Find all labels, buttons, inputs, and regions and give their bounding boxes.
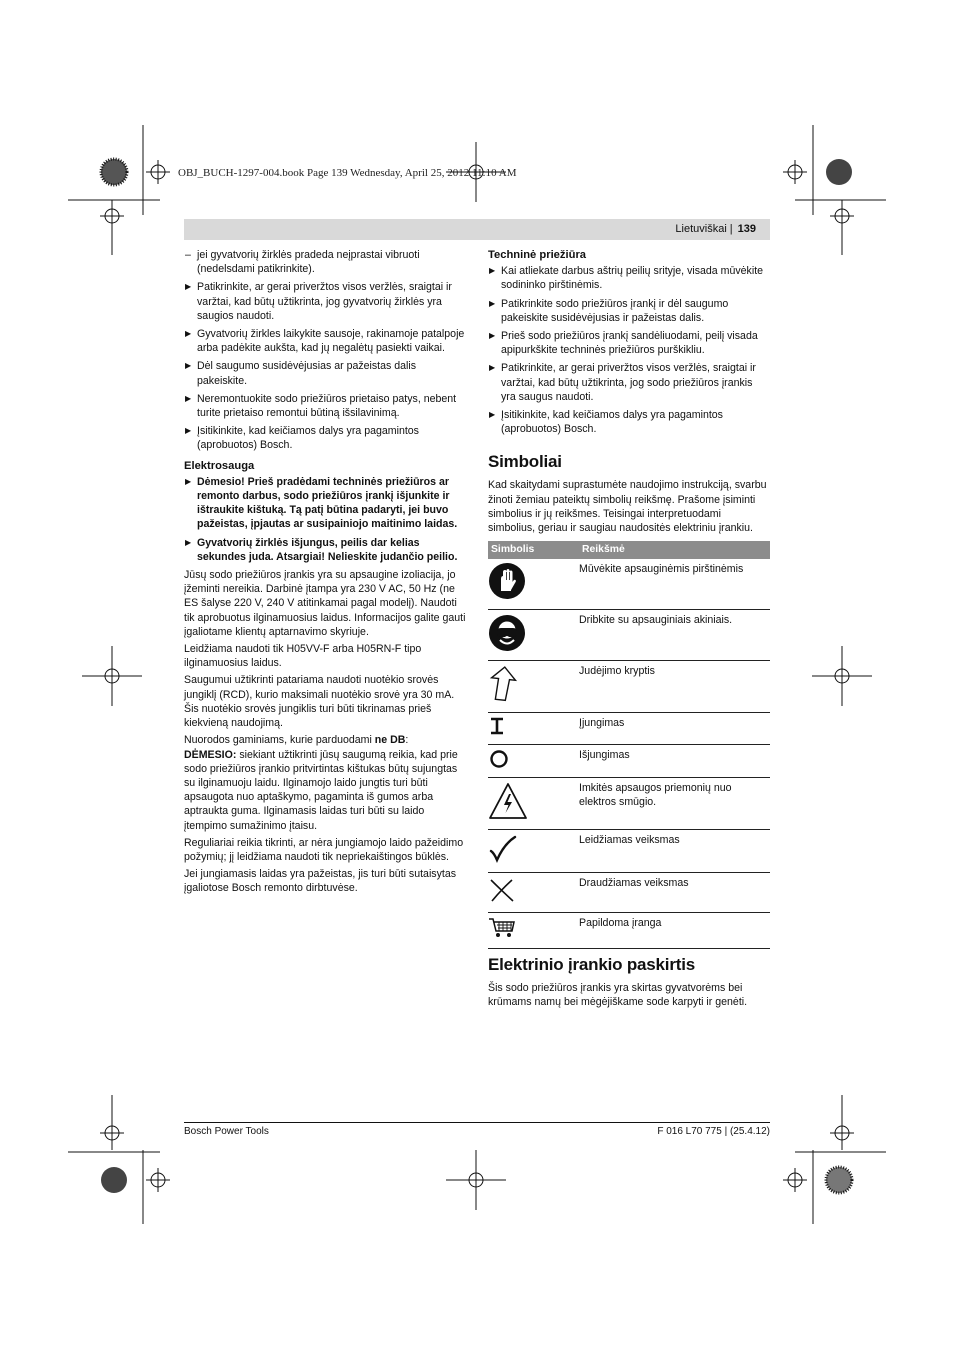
print-slug: OBJ_BUCH-1297-004.book Page 139 Wednesday, April 25, 2012 11:10 AM	[178, 167, 517, 179]
paragraph: Jūsų sodo priežiūros įrankis yra su apsaugine izoliacija, jo įžeminti nereikia. Darbinė įtampa yra 230 V AC, 50 Hz (ne ES šalyse 220 V, 240 V atitinkamai pagal modelį). Naudoti tik aprobuotus ilginamuosius laidus. Informacijos galite gauti įgaliotame klientų aptarnavimo skyriuje.	[184, 569, 466, 638]
triangle-bullet-icon: ▶	[185, 393, 192, 403]
footer-rule	[184, 1122, 770, 1123]
table-row	[488, 913, 770, 949]
triangle-bullet-icon: ▶	[489, 331, 496, 341]
triangle-bullet-icon: ▶	[489, 410, 496, 420]
paragraph: Reguliariai reikia tikrinti, ar nėra jungiamojo laido pažeidimo požymių; jį leidžiama naudoti tik nepriekaištingos būklės.	[184, 836, 464, 863]
table-row	[488, 744, 770, 778]
triangle-bullet-icon: ▶	[185, 476, 192, 486]
table-header-meaning: Reikšmė	[579, 541, 770, 559]
list-item: ▶ Kai atliekate darbus aštrių peilių srityje, visada mūvėkite sodininko pirštinėmis.	[489, 265, 764, 292]
electric-shock-warning-icon	[488, 782, 528, 820]
triangle-bullet-icon: ▶	[185, 426, 192, 436]
list-item: ▶ Gyvatvorių žirkles laikykite sausoje, rakinamoje patalpoje arba padėkite aukšta, kad jų negalėtų pasiekti vaikai.	[185, 328, 465, 355]
section-heading-technine-prieziura: Techninė priežiūra	[488, 249, 587, 261]
list-item: ▶ Patikrinkite, ar gerai priveržtos visos veržlės, sraigtai ir varžtai, kad būtų užtikrinta, jog sodo priežiūros įrankis yra saugus naudoti.	[489, 362, 756, 403]
table-header-symbol: Simbolis	[488, 541, 579, 559]
triangle-bullet-icon: ▶	[185, 282, 192, 292]
table-row	[488, 559, 770, 609]
power-on-icon	[488, 717, 508, 735]
triangle-bullet-icon: ▶	[489, 298, 496, 308]
table-row	[488, 661, 770, 713]
symbol-meaning: Papildoma įranga	[579, 913, 770, 949]
page-header-bar	[184, 219, 770, 240]
table-row	[488, 873, 770, 913]
page-number: 139	[737, 223, 756, 235]
table-row	[488, 609, 770, 661]
right-column	[488, 248, 770, 1012]
paragraph: Nuorodos gaminiams, kurie parduodami ne DB:	[184, 734, 409, 747]
symbol-meaning: Mūvėkite apsauginėmis pirštinėmis	[579, 559, 770, 609]
goggles-icon	[488, 614, 526, 652]
paragraph: Šis sodo priežiūros įrankis yra skirtas gyvatvorėms bei krūmams namų bei mėgėjiškame sode karpyti ir genėti.	[488, 981, 748, 1008]
list-item: ▶ Gyvatvorių žirklės išjungus, peilis dar kelias sekundes juda. Atsargiai! Nelieskite judančio peilio.	[185, 536, 458, 563]
list-item: ▶ Dėmesio! Prieš pradėdami techninės priežiūros ar remonto darbus, sodo priežiūros įrankį išjunkite ir ištraukite kištuką. Tą patį būtina padaryti, jei buvo pažeistas, įpjautas ar susipainiojo maitinimo laidas.	[185, 475, 458, 531]
section-heading-simboliai: Simboliai	[488, 452, 562, 472]
table-row	[488, 713, 770, 745]
symbol-meaning: Įjungimas	[579, 713, 770, 745]
symbol-meaning: Judėjimo kryptis	[579, 661, 770, 713]
list-item: ▶ Patikrinkite, ar gerai priveržtos visos veržlės, sraigtai ir varžtai, kad būtų užtikrinta, jog gyvatvorių žirklės yra saugios naudoti.	[185, 281, 452, 322]
paragraph: Saugumui užtikrinti patariama naudoti nuotėkio srovės jungiklį (RCD), kurio maksimali nuotėkio srovė yra 30 mA. Šis nuotėkio srovės jungiklis turi būti tikrinamas prieš kiekvieną naudojimą.	[184, 674, 455, 730]
table-header-row	[488, 541, 770, 559]
cross-icon	[488, 877, 516, 903]
dash-list-item: – jei gyvatvorių žirklės pradeda neįprastai vibruoti (nedelsdami patikrinkite).	[185, 249, 420, 276]
list-item: ▶ Patikrinkite sodo priežiūros įrankį ir dėl saugumo pakeiskite susidėvėjusias ir pažeistas dalis.	[489, 297, 729, 324]
check-icon	[488, 834, 518, 864]
symbols-table	[488, 541, 770, 948]
table-row	[488, 778, 770, 830]
paragraph: DĖMESIO: siekiant užtikrinti jūsų saugumą reikia, kad prie sodo priežiūros įrankio pritvirtintas kištukas būtų sujungtas su ilginamuoju laidu. Ilginamojo laido jungtis turi būti apsaugota nuo aptaškymo, pagaminta iš gumos arba aptraukta guma. Ilginamasis laidas turi būti su laido įtempimo sumažinimo įtaisu.	[184, 748, 458, 832]
triangle-bullet-icon: ▶	[185, 537, 192, 547]
shopping-cart-icon	[488, 917, 516, 939]
header-language: Lietuviškai	[675, 223, 727, 235]
symbol-meaning: Dribkite su apsauginiais akiniais.	[579, 609, 770, 661]
list-item: ▶ Prieš sodo priežiūros įrankį sandėliuodami, peilį visada apipurkškite techninės priežiūros purškikliu.	[489, 330, 758, 357]
dash-marker: –	[185, 249, 191, 261]
list-item: ▶ Neremontuokite sodo priežiūros prietaiso patys, nebent turite prietaiso remontui būtiną išsilavinimą.	[185, 392, 457, 420]
arrow-up-icon	[488, 665, 518, 703]
power-off-icon	[488, 749, 510, 769]
paragraph: Kad skaitydami suprastumėte naudojimo instrukciją, svarbu žinoti žemiau pateiktų simbolių reikšmę. Prašome įsiminti simbolius ir jų reikšmes. Teisingai interpretuodami simbolius, geriau ir saugiau naudositės elektriniu įrankiu.	[488, 479, 767, 535]
symbol-meaning: Leidžiamas veiksmas	[579, 829, 770, 873]
symbol-meaning: Draudžiamas veiksmas	[579, 873, 770, 913]
header-separator: |	[729, 223, 733, 235]
paragraph: Leidžiama naudoti tik H05VV-F arba H05RN-F tipo ilginamuosius laidus.	[184, 643, 422, 670]
triangle-bullet-icon: ▶	[489, 266, 496, 276]
list-item: ▶ Įsitikinkite, kad keičiamos dalys yra pagamintos (aprobuotos) Bosch.	[489, 409, 723, 436]
triangle-bullet-icon: ▶	[489, 363, 496, 373]
triangle-bullet-icon: ▶	[185, 329, 192, 339]
page-header	[675, 223, 756, 235]
footer-publisher: Bosch Power Tools	[184, 1126, 269, 1137]
table-row	[488, 829, 770, 873]
gloves-icon	[488, 562, 526, 600]
section-heading-paskirtis: Elektrinio įrankio paskirtis	[488, 954, 695, 974]
symbol-meaning: Imkitės apsaugos priemonių nuo elektros smūgio.	[579, 778, 770, 830]
triangle-bullet-icon: ▶	[185, 361, 192, 371]
section-heading-elektrosauga: Elektrosauga	[184, 459, 255, 472]
list-item: ▶ Dėl saugumo susidėvėjusias ar pažeistas dalis pakeiskite.	[185, 360, 417, 387]
left-column	[184, 248, 466, 899]
list-item: ▶ Įsitikinkite, kad keičiamos dalys yra pagamintos (aprobuotos) Bosch.	[185, 425, 419, 452]
symbol-meaning: Išjungimas	[579, 744, 770, 778]
footer-doc-code: F 016 L70 775 | (25.4.12)	[657, 1126, 770, 1137]
paragraph: Jei jungiamasis laidas yra pažeistas, jis turi būti sutaisytas įgaliotose Bosch remonto dirbtuvėse.	[184, 868, 457, 895]
